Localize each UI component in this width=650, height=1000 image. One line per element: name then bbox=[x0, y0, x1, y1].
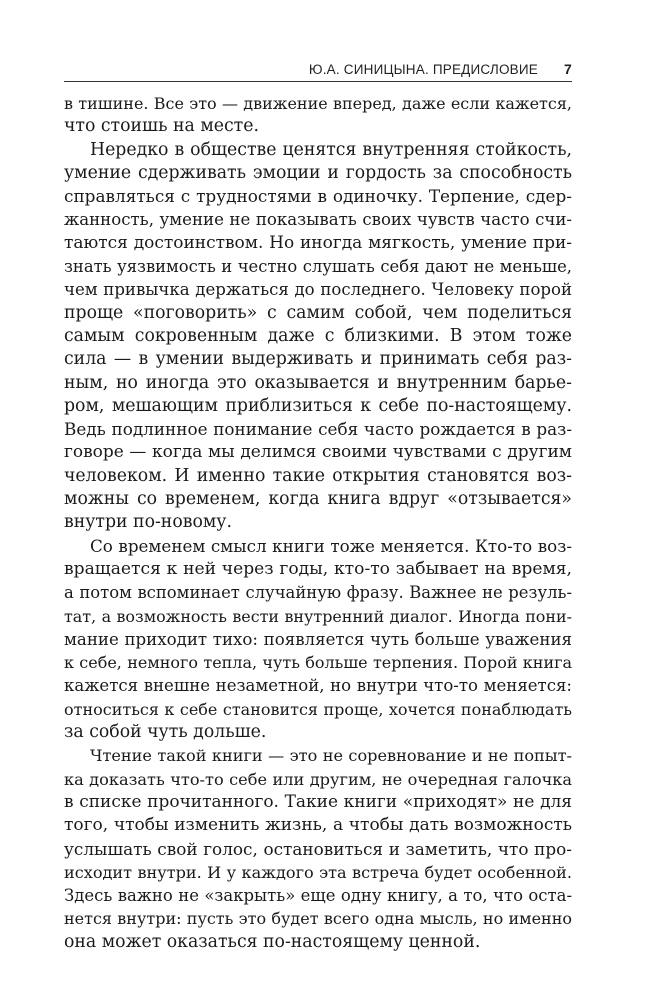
text-line: мание приходит тихо: появляется чуть больше уважения bbox=[64, 629, 572, 649]
text-line: а потом вспоминает случайную фразу. Важнее не резуль- bbox=[64, 583, 572, 603]
text-line: чем привычка держаться до последнего. Человеку порой bbox=[64, 280, 572, 300]
paragraph-4 bbox=[64, 744, 572, 954]
text-line: Нередко в обществе ценятся внутренняя стойкость, bbox=[90, 139, 572, 160]
text-line: сила — в умении выдерживать и принимать себя раз- bbox=[64, 349, 572, 370]
text-line: Здесь важно не «закрыть» еще одну книгу, а то, что оста- bbox=[64, 886, 572, 906]
text-line: ром, мешающим приблизиться к себе по-настоящему. bbox=[64, 395, 572, 416]
paragraph-2 bbox=[64, 139, 572, 535]
text-line: ным, но иногда это оказывается и внутренним барье- bbox=[64, 372, 572, 393]
text-line: умение сдерживать эмоции и гордость за способность bbox=[64, 162, 572, 183]
text-line: Ведь подлинное понимание себя часто рождается в раз- bbox=[64, 419, 572, 440]
text-line: услышать свой голос, остановиться и заметить, что про- bbox=[64, 838, 572, 859]
text-line: можны со временем, когда книга вдруг «отзывается» bbox=[64, 489, 572, 510]
text-line: человеком. И именно такие открытия становятся воз- bbox=[64, 465, 572, 486]
text-line: исходит внутри. И у каждого эта встреча будет особенной. bbox=[64, 862, 572, 882]
text-line: ка доказать что-то себе или другим, не очередная галочка bbox=[64, 769, 572, 789]
text-line: самым сокровенным даже с близкими. В этом тоже bbox=[64, 325, 572, 346]
text-line: к себе, немного тепла, чуть больше терпения. Порой книга bbox=[64, 653, 572, 673]
text-line: справляться с трудностями в одиночку. Терпение, сдер- bbox=[64, 186, 572, 207]
text-line: кажется внешне незаметной, но внутри что-то меняется: bbox=[64, 676, 572, 696]
text-line: в списке прочитанного. Такие книги «приходят» не для bbox=[64, 791, 572, 812]
text-line: вращается к ней через годы, кто-то забывает на время, bbox=[64, 558, 572, 579]
text-line: того, чтобы изменить жизнь, а чтобы дать возможность bbox=[64, 815, 572, 836]
text-line: внутри по-новому. bbox=[64, 512, 232, 533]
text-line: тат, а возможность вести внутренний диалог. Иногда пони- bbox=[64, 606, 572, 626]
text-line: относиться к себе становится проще, хочется понаблюдать bbox=[64, 699, 572, 719]
page-number: 7 bbox=[564, 61, 572, 77]
text-line: таются достоинством. Но иногда мягкость, умение при- bbox=[64, 232, 572, 253]
text-line: Со временем смысл книги тоже меняется. Кто-то воз- bbox=[90, 535, 572, 556]
text-line: она может оказаться по-настоящему ценной. bbox=[64, 931, 481, 952]
text-line: Чтение такой книги — это не соревнование и не попыт- bbox=[90, 746, 572, 766]
text-line: знать уязвимость и честно слушать себя дают не меньше, bbox=[64, 257, 572, 277]
text-line: за собой чуть дольше. bbox=[64, 722, 267, 743]
running-header-title: Ю.А. СИНИЦЫНА. ПРЕДИСЛОВИЕ bbox=[308, 61, 538, 77]
text-line: что стоишь на месте. bbox=[64, 116, 259, 137]
body-text bbox=[64, 92, 572, 954]
text-line: в тишине. Все это — движение вперед, даже если кажется, bbox=[64, 94, 572, 113]
text-line: говоре — когда мы делимся своими чувствами с другим bbox=[64, 442, 572, 463]
paragraph-1 bbox=[64, 92, 572, 139]
text-line: проще «поговорить» с самим собой, чем поделиться bbox=[64, 302, 572, 323]
paragraph-3 bbox=[64, 535, 572, 745]
text-line: жанность, умение не показывать своих чувств часто счи- bbox=[64, 210, 572, 230]
running-header bbox=[64, 58, 572, 80]
header-rule bbox=[64, 81, 572, 82]
text-line: нется внутри: пусть это будет всего одна мысль, но именно bbox=[64, 909, 572, 929]
